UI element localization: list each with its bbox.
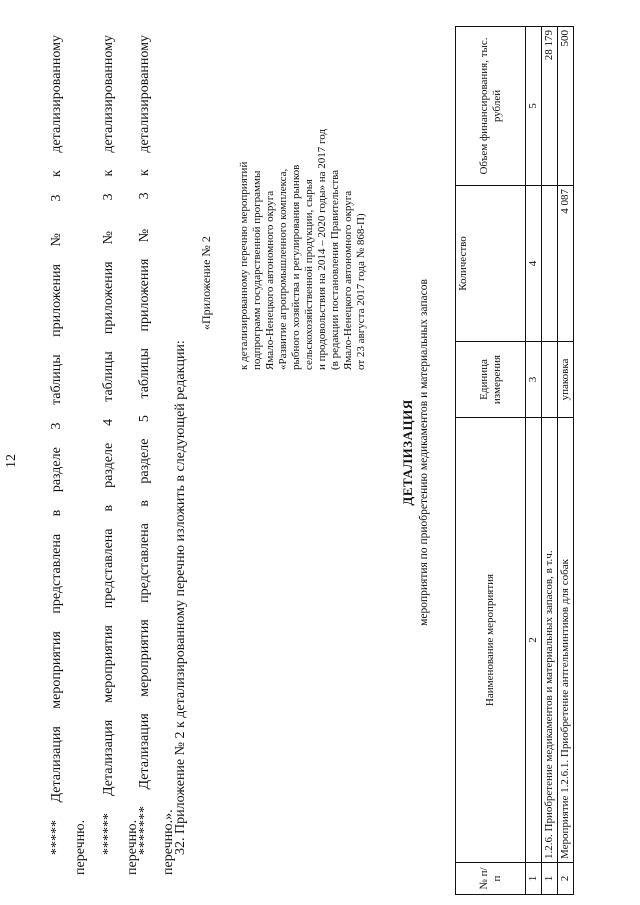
paragraph-line: 32. Приложение № 2 к детализированному перечню изложить в следующей редакции: — [173, 340, 188, 855]
header-qty: Количество — [456, 186, 526, 342]
paragraph-line: перечню. — [73, 819, 88, 875]
footnote-paragraph-1-continuation — [68, 575, 94, 875]
header-name: Наименование мероприятия — [456, 418, 526, 863]
appendix-line: подпрограмм государственной программы — [251, 170, 263, 370]
document-subheading: мероприятия по приобретению медикаментов и материальных запасов — [418, 279, 430, 626]
appendix-line: (в редакции постановления Правительства — [329, 169, 341, 370]
appendix-line: от 23 августа 2017 года № 868-П) — [355, 213, 367, 370]
header-num: № п/п — [456, 863, 526, 895]
footnote-paragraph-1 — [44, 35, 70, 855]
index-cell: 3 — [526, 342, 542, 418]
index-cell: 5 — [526, 27, 542, 186]
paragraph-line: перечню. — [125, 819, 140, 875]
document-heading: ДЕТАЛИЗАЦИЯ — [400, 399, 415, 506]
paragraph-line: перечню.». — [161, 809, 176, 875]
table-row — [542, 27, 558, 895]
cell-unit — [542, 342, 558, 418]
appendix-line: и продовольствия на 2014 – 2020 годы» на 2017 год — [316, 128, 328, 370]
table-index-row — [526, 27, 542, 895]
cell-name: 1.2.6. Приобретение медикаментов и материальных запасов, в т.ч. — [542, 418, 558, 863]
cell-unit: упаковка — [558, 342, 574, 418]
appendix-line: сельскохозяйственной продукции, сырья — [303, 179, 315, 370]
index-cell: 1 — [526, 863, 542, 895]
cell-num: 1 — [542, 863, 558, 895]
footnote-paragraph-2 — [96, 35, 122, 855]
appendix-title: «Приложение № 2 — [199, 236, 213, 330]
cell-qty: 4 087 — [558, 186, 574, 342]
table-header-row — [456, 27, 526, 895]
index-cell: 2 — [526, 418, 542, 863]
cell-amount: 500 — [558, 27, 574, 186]
header-unit: Единица измерения — [456, 342, 526, 418]
index-cell: 4 — [526, 186, 542, 342]
amendment-paragraph — [168, 35, 194, 855]
appendix-line: к детализированному перечню мероприятий — [238, 161, 250, 370]
appendix-line: Ямало-Ненецкого автономного округа — [264, 190, 276, 370]
cell-num: 2 — [558, 863, 574, 895]
appendix-block — [238, 30, 368, 370]
paragraph-line: ******* Детализация мероприятия представлена в разделе 5 таблицы приложения № 3 к детализированному — [137, 35, 152, 855]
cell-amount: 28 179 — [542, 27, 558, 186]
detail-table — [455, 26, 574, 895]
cell-name: Мероприятие 1.2.6.1. Приобретение антгельминтиков для собак — [558, 418, 574, 863]
page-number: 12 — [4, 454, 19, 468]
footnote-paragraph-3 — [132, 35, 158, 855]
appendix-line: рыбного хозяйства и регулирования рынков — [290, 164, 302, 370]
header-amount: Объем финансирования, тыс. рублей — [456, 27, 526, 186]
paragraph-line: ***** Детализация мероприятия представлена в разделе 3 таблицы приложения № 3 к детализированному — [49, 35, 64, 855]
table-row — [558, 27, 574, 895]
cell-qty — [542, 186, 558, 342]
appendix-line: «Развитие агропромышленного комплекса, — [277, 168, 289, 370]
appendix-line: Ямало-Ненецкого автономного округа — [342, 190, 354, 370]
paragraph-line: ****** Детализация мероприятия представлена в разделе 4 таблицы приложения № 3 к детализированному — [101, 35, 116, 855]
